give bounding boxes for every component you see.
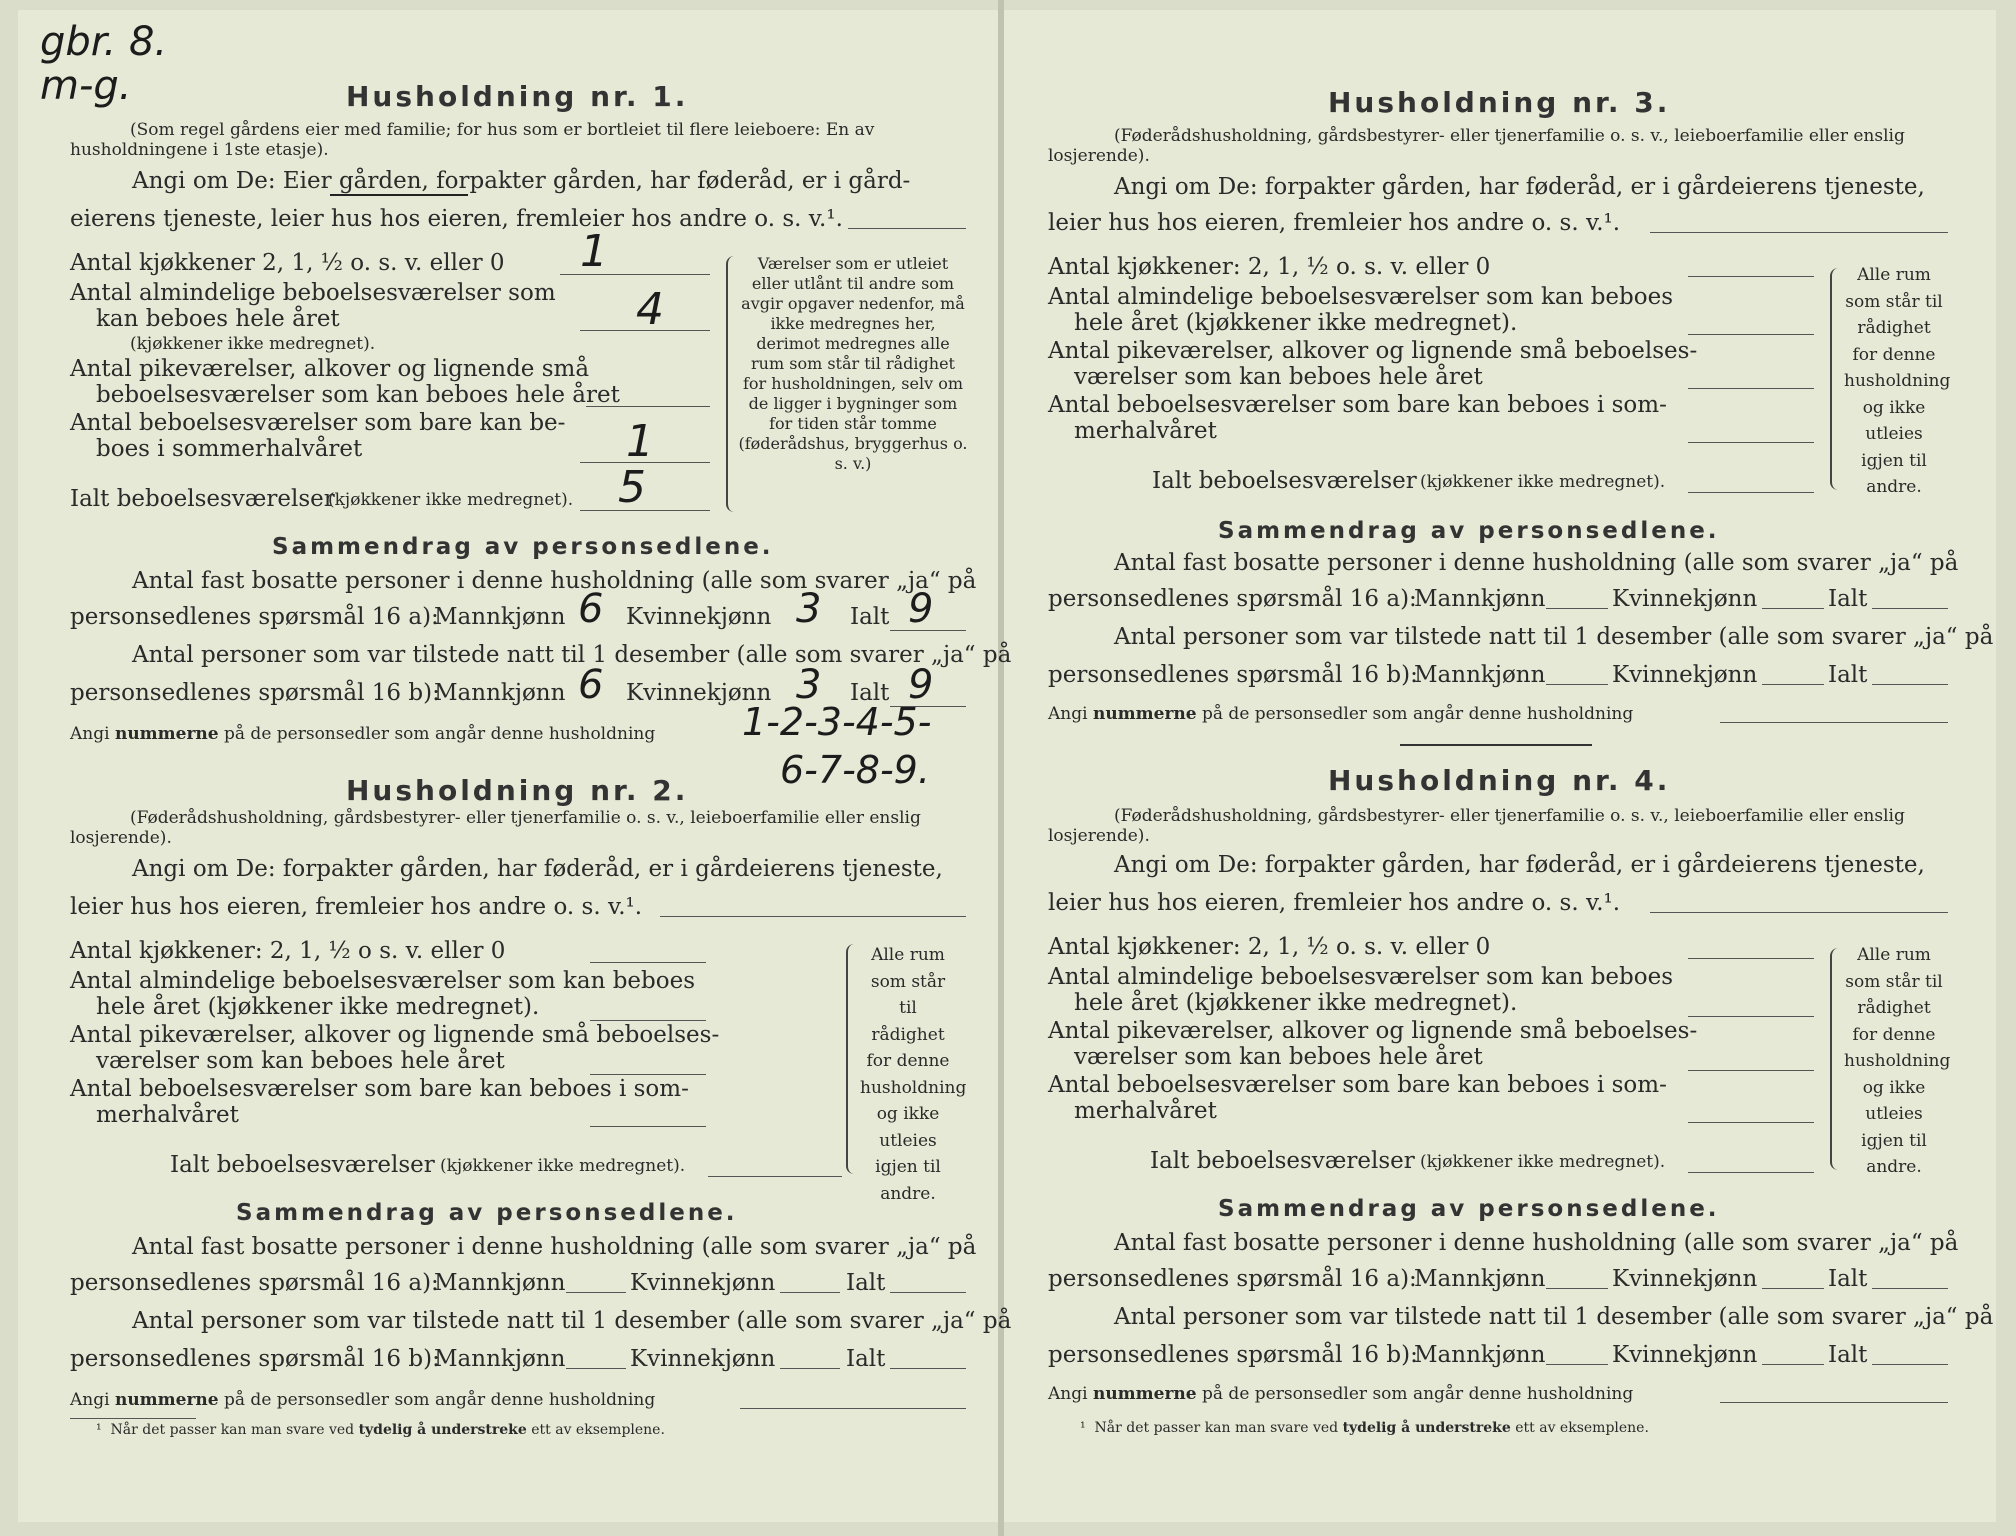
h2-tilstede-mann-line [566, 1368, 626, 1369]
h2-tilstede-2: personsedlenes spørsmål 16 b): [70, 1346, 440, 1372]
h2-summary-title: Sammendrag av personsedlene. [236, 1200, 738, 1226]
h4-tilstede-mann-line [1546, 1364, 1608, 1365]
h1-hw-sommer: 1 [626, 416, 654, 467]
h3-angi-line [1650, 232, 1948, 233]
h3-angi-nummerne-line [1720, 722, 1948, 723]
h4-angi-nummerne-line [1720, 1402, 1948, 1403]
h2-intro: (Føderådshusholdning, gårdsbestyrer- eller tjenerfamilie o. s. v., leieboerfamilie eller enslig losjerende). [70, 808, 921, 848]
h1-hw-ialt: 5 [618, 462, 646, 513]
h3-fast-ialt-label: Ialt [1828, 586, 1868, 612]
h1-fast-kvinne-label: Kvinnekjønn [626, 604, 772, 630]
h3-summary-title: Sammendrag av personsedlene. [1218, 518, 1720, 544]
h3-pike-1: Antal pikeværelser, alkover og lignende små beboelses- [1048, 338, 1698, 364]
h1-tilstede-2: personsedlenes spørsmål 16 b): [70, 680, 440, 706]
h3-fast-mann-line [1546, 608, 1608, 609]
h3-angi-line1: Angi om De: forpakter gården, har føderåd, er i gårdeierens tjeneste, [1114, 174, 1925, 200]
h3-ialt-line [1688, 492, 1814, 493]
h2-sommer-2: merhalvåret [96, 1102, 239, 1128]
h4-tilstede-ialt-line [1872, 1364, 1948, 1365]
h4-sommer-1: Antal beboelsesværelser som bare kan beboes i som- [1048, 1072, 1667, 1098]
h3-ialt: Ialt beboelsesværelser [1152, 468, 1417, 494]
h3-alm-2: hele året (kjøkkener ikke medregnet). [1074, 310, 1518, 336]
h4-ialt-line [1688, 1172, 1814, 1173]
h2-angi-nummerne-line [740, 1408, 966, 1409]
h4-fast-mann-line [1546, 1288, 1608, 1289]
h2-ialt: Ialt beboelsesværelser [170, 1152, 435, 1178]
h3-pike-line [1688, 388, 1814, 389]
h1-fast-ialt-line [890, 630, 966, 631]
h1-sommer-1: Antal beboelsesværelser som bare kan be- [70, 410, 566, 436]
h3-title: Husholdning nr. 3. [1328, 86, 1671, 119]
h1-tilstede-ialt-label: Ialt [850, 680, 890, 706]
h3-fast-mann-label: Mannkjønn [1414, 586, 1546, 612]
h2-ialt-note: (kjøkkener ikke medregnet). [440, 1156, 686, 1176]
h1-hw-16a-kvinne: 3 [796, 586, 822, 632]
h4-fast-ialt-label: Ialt [1828, 1266, 1868, 1292]
h2-ialt-line [708, 1176, 842, 1177]
h2-tilstede-kvinne-label: Kvinnekjønn [630, 1346, 776, 1372]
h3-alm-1: Antal almindelige beboelsesværelser som kan beboes [1048, 284, 1674, 310]
h2-kjokkener: Antal kjøkkener: 2, 1, ½ o s. v. eller 0 [70, 938, 506, 964]
h4-summary-title: Sammendrag av personsedlene. [1218, 1196, 1720, 1222]
h4-tilstede-ialt-label: Ialt [1828, 1342, 1868, 1368]
h4-tilstede-kvinne-label: Kvinnekjønn [1612, 1342, 1758, 1368]
h4-ialt-note: (kjøkkener ikke medregnet). [1420, 1152, 1666, 1172]
h2-fast-mann-label: Mannkjønn [434, 1270, 566, 1296]
h4-side-note: Alle rum som står til rådighet for denne husholdning og ikke utleies igjen til andre. [1844, 945, 1951, 1177]
corner-handwritten-note: gbr. 8. m-g. [40, 19, 168, 109]
h1-hw-16a-ialt: 9 [908, 586, 934, 632]
footnote-right: ¹ Når det passer kan man svare ved tydelig å understreke ett av eksemplene. [1080, 1420, 1649, 1436]
h3-ialt-note: (kjøkkener ikke medregnet). [1420, 472, 1666, 492]
h4-tilstede-2: personsedlenes spørsmål 16 b): [1048, 1342, 1418, 1368]
h4-angi-line [1650, 912, 1948, 913]
h4-sommer-line [1688, 1122, 1814, 1123]
h1-pike-line [586, 406, 710, 407]
h3-fast-kvinne-label: Kvinnekjønn [1612, 586, 1758, 612]
h3-tilstede-mann-label: Mannkjønn [1414, 662, 1546, 688]
h2-fast-mann-line [566, 1292, 626, 1293]
h2-tilstede-ialt-label: Ialt [846, 1346, 886, 1372]
h1-alm-3: (kjøkkener ikke medregnet). [130, 334, 376, 354]
h1-alm-2: kan beboes hele året [96, 306, 340, 332]
h4-pike-1: Antal pikeværelser, alkover og lignende små beboelses- [1048, 1018, 1698, 1044]
h4-tilstede-mann-label: Mannkjønn [1414, 1342, 1546, 1368]
h3-kjokkener: Antal kjøkkener: 2, 1, ½ o. s. v. eller 0 [1048, 254, 1491, 280]
h1-intro: (Som regel gårdens eier med familie; for hus som er bortleiet til flere leieboere: En av husholdningene i 1ste etasje). [70, 120, 875, 160]
h4-sommer-2: merhalvåret [1074, 1098, 1217, 1124]
h1-side-note: Værelser som er utleiet eller utlånt til andre som avgir opgaver nedenfor, må ikke medregnes her, derimot medregnes alle rum som står til rådighet for husholdningen, selv om de ligger i bygninger som for tiden står tomme (føderådshus, bryggerhus o. s. v.) [738, 254, 968, 473]
footnote-rule-left [70, 1418, 196, 1419]
h3-tilstede-mann-line [1546, 684, 1608, 685]
h1-fast-ialt-label: Ialt [850, 604, 890, 630]
h1-angi-line2: eierens tjeneste, leier hus hos eieren, fremleier hos andre o. s. v.¹. [70, 206, 843, 232]
h2-pike-line [590, 1074, 706, 1075]
h3-intro: (Føderådshusholdning, gårdsbestyrer- eller tjenerfamilie o. s. v., leieboerfamilie eller enslig losjerende). [1048, 126, 1905, 166]
h4-alm-2: hele året (kjøkkener ikke medregnet). [1074, 990, 1518, 1016]
h2-alm-1: Antal almindelige beboelsesværelser som kan beboes [70, 968, 696, 994]
h1-eier-underline [330, 194, 468, 196]
h1-sommer-2: boes i sommerhalvåret [96, 436, 363, 462]
h3-tilstede-2: personsedlenes spørsmål 16 b): [1048, 662, 1418, 688]
h1-hw-numbers-1: 1-2-3-4-5- [742, 700, 932, 744]
h1-ialt-note: (kjøkkener ikke medregnet). [328, 490, 574, 510]
h1-hw-16b-mann: 6 [578, 662, 604, 708]
h2-tilstede-kvinne-line [780, 1368, 840, 1369]
h1-kjokkener: Antal kjøkkener 2, 1, ½ o. s. v. eller 0 [70, 250, 505, 276]
h4-pike-2: værelser som kan beboes hele året [1074, 1044, 1483, 1070]
h2-pike-2: værelser som kan beboes hele året [96, 1048, 505, 1074]
h4-brace [1830, 948, 1842, 1170]
h3-angi-nummerne: Angi nummerne på de personsedler som angår denne husholdning [1048, 704, 1634, 724]
h4-fast-kvinne-label: Kvinnekjønn [1612, 1266, 1758, 1292]
h2-side-note: Alle rum som står til rådighet for denne husholdning og ikke utleies igjen til andre. [860, 945, 967, 1204]
h4-angi-line1: Angi om De: forpakter gården, har føderåd, er i gårdeierens tjeneste, [1114, 852, 1925, 878]
h2-angi-line [660, 916, 966, 917]
h1-tilstede-kvinne-label: Kvinnekjønn [626, 680, 772, 706]
h4-fast-ialt-line [1872, 1288, 1948, 1289]
h2-fast-kvinne-line [780, 1292, 840, 1293]
h4-tilstede-kvinne-line [1762, 1364, 1824, 1365]
h1-ialt: Ialt beboelsesværelser [70, 486, 335, 512]
h2-tilstede-1: Antal personer som var tilstede natt til 1 desember (alle som svarer „ja“ på [132, 1308, 1012, 1334]
h1-fast-2: personsedlenes spørsmål 16 a): [70, 604, 439, 630]
h4-alm-1: Antal almindelige beboelsesværelser som kan beboes [1048, 964, 1674, 990]
h1-angi-line [848, 228, 966, 229]
h2-title: Husholdning nr. 2. [346, 774, 689, 807]
h2-brace [846, 944, 858, 1174]
h2-angi-nummerne: Angi nummerne på de personsedler som angår denne husholdning [70, 1390, 656, 1410]
h4-angi-nummerne: Angi nummerne på de personsedler som angår denne husholdning [1048, 1384, 1634, 1404]
h4-intro: (Føderådshusholdning, gårdsbestyrer- eller tjenerfamilie o. s. v., leieboerfamilie eller enslig losjerende). [1048, 806, 1905, 846]
h4-tilstede-1: Antal personer som var tilstede natt til 1 desember (alle som svarer „ja“ på [1114, 1304, 1994, 1330]
h2-fast-2: personsedlenes spørsmål 16 a): [70, 1270, 439, 1296]
h4-kjokkener: Antal kjøkkener: 2, 1, ½ o. s. v. eller 0 [1048, 934, 1491, 960]
h3-kjokkener-line [1688, 276, 1814, 277]
h2-fast-ialt-label: Ialt [846, 1270, 886, 1296]
h4-fast-kvinne-line [1762, 1288, 1824, 1289]
h3-pike-2: værelser som kan beboes hele året [1074, 364, 1483, 390]
h4-fast-2: personsedlenes spørsmål 16 a): [1048, 1266, 1417, 1292]
h1-hw-alm: 4 [636, 284, 664, 335]
h2-tilstede-ialt-line [890, 1368, 966, 1369]
h3-tilstede-kvinne-label: Kvinnekjønn [1612, 662, 1758, 688]
h2-fast-ialt-line [890, 1292, 966, 1293]
h2-sommer-line [590, 1126, 706, 1127]
h1-fast-1: Antal fast bosatte personer i denne husholdning (alle som svarer „ja“ på [132, 568, 977, 594]
h1-hw-16a-mann: 6 [578, 586, 604, 632]
h4-angi-line2: leier hus hos eieren, fremleier hos andre o. s. v.¹. [1048, 890, 1621, 916]
h1-alm-1: Antal almindelige beboelsesværelser som [70, 280, 556, 306]
h2-tilstede-mann-label: Mannkjønn [434, 1346, 566, 1372]
h1-title: Husholdning nr. 1. [346, 80, 689, 113]
h2-alm-line [590, 1020, 706, 1021]
h2-alm-2: hele året (kjøkkener ikke medregnet). [96, 994, 540, 1020]
footnote-left: ¹ Når det passer kan man svare ved tydelig å understreke ett av eksemplene. [96, 1422, 665, 1438]
page-fold [998, 0, 1004, 1536]
h1-hw-numbers-2: 6-7-8-9. [780, 748, 930, 792]
h4-alm-line [1688, 1016, 1814, 1017]
h2-fast-kvinne-label: Kvinnekjønn [630, 1270, 776, 1296]
h2-fast-1: Antal fast bosatte personer i denne husholdning (alle som svarer „ja“ på [132, 1234, 977, 1260]
h3-sommer-1: Antal beboelsesværelser som bare kan beboes i som- [1048, 392, 1667, 418]
h3-brace [1830, 268, 1842, 490]
h3-sommer-line [1688, 442, 1814, 443]
h3-fast-ialt-line [1872, 608, 1948, 609]
h1-summary-title: Sammendrag av personsedlene. [272, 534, 774, 560]
h3-fast-2: personsedlenes spørsmål 16 a): [1048, 586, 1417, 612]
h3-tilstede-ialt-line [1872, 684, 1948, 685]
h3-tilstede-kvinne-line [1762, 684, 1824, 685]
h1-pike-2: beboelsesværelser som kan beboes hele året [96, 382, 620, 408]
h1-hw-kjokkener: 1 [580, 226, 608, 277]
h1-hw-16b-kvinne: 3 [796, 662, 822, 708]
h1-angi-line1: Angi om De: Eier gården, forpakter gården, har føderåd, er i gård- [132, 168, 911, 194]
h3-tilstede-ialt-label: Ialt [1828, 662, 1868, 688]
h4-kjokkener-line [1688, 958, 1814, 959]
h3-fast-kvinne-line [1762, 608, 1824, 609]
h1-tilstede-mann-label: Mannkjønn [434, 680, 566, 706]
h4-ialt: Ialt beboelsesværelser [1150, 1148, 1415, 1174]
h3-fast-1: Antal fast bosatte personer i denne husholdning (alle som svarer „ja“ på [1114, 550, 1959, 576]
h2-angi-line1: Angi om De: forpakter gården, har føderåd, er i gårdeierens tjeneste, [132, 856, 943, 882]
h4-fast-1: Antal fast bosatte personer i denne husholdning (alle som svarer „ja“ på [1114, 1230, 1959, 1256]
h1-fast-mann-label: Mannkjønn [434, 604, 566, 630]
h2-kjokkener-line [590, 962, 706, 963]
h1-tilstede-1: Antal personer som var tilstede natt til 1 desember (alle som svarer „ja“ på [132, 642, 1012, 668]
h3-side-note: Alle rum som står til rådighet for denne husholdning og ikke utleies igjen til andre. [1844, 265, 1951, 497]
h1-brace [726, 256, 738, 512]
h2-pike-1: Antal pikeværelser, alkover og lignende små beboelses- [70, 1022, 720, 1048]
h3-alm-line [1688, 334, 1814, 335]
h3-sommer-2: merhalvåret [1074, 418, 1217, 444]
h4-fast-mann-label: Mannkjønn [1414, 1266, 1546, 1292]
h1-pike-1: Antal pikeværelser, alkover og lignende små [70, 356, 590, 382]
h3-tilstede-1: Antal personer som var tilstede natt til 1 desember (alle som svarer „ja“ på [1114, 624, 1994, 650]
h4-pike-line [1688, 1070, 1814, 1071]
h2-sommer-1: Antal beboelsesværelser som bare kan beboes i som- [70, 1076, 689, 1102]
h1-hw-16b-ialt: 9 [908, 662, 934, 708]
section-divider [1400, 744, 1592, 746]
h2-angi-line2: leier hus hos eieren, fremleier hos andre o. s. v.¹. [70, 894, 643, 920]
h1-angi-nummerne: Angi nummerne på de personsedler som angår denne husholdning [70, 724, 656, 744]
h4-title: Husholdning nr. 4. [1328, 764, 1671, 797]
h3-angi-line2: leier hus hos eieren, fremleier hos andre o. s. v.¹. [1048, 210, 1621, 236]
